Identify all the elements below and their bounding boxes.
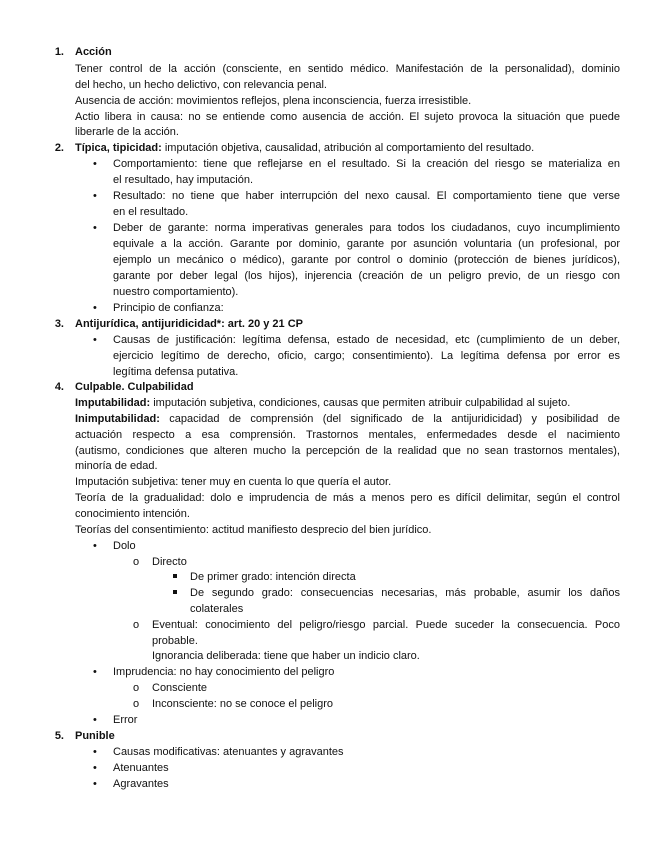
list-item: Directo	[152, 556, 187, 568]
section-title-culpable: Culpable. Culpabilidad	[75, 381, 194, 393]
paragraph-line: minoría de edad.	[75, 460, 158, 472]
list-item: Comportamiento: tiene que reflejarse en el resultado. Si la creación del riesgo se materializa en	[113, 158, 620, 170]
section-title-text: imputación objetiva, causalidad, atribución al comportamiento del resultado.	[161, 142, 535, 154]
list-item: Causas de justificación: legítima defensa, estado de necesidad, etc (cumplimiento de un deber,	[113, 334, 620, 346]
list-item: Agravantes	[113, 778, 169, 790]
section-number: 2.	[54, 142, 64, 154]
section-title-accion: Acción	[75, 46, 112, 58]
section-title-tipica	[75, 141, 534, 156]
section-number: 3.	[54, 318, 64, 330]
section-title-label: Típica, tipicidad:	[75, 142, 162, 154]
section-title-antijuridica: Antijurídica, antijuridicidad*: art. 20 y 21 CP	[75, 318, 304, 330]
paragraph-line: Actio libera in causa: no se entiende como ausencia de acción. El sujeto provoca la situación que puede	[75, 111, 620, 123]
paragraph-line: conocimiento intención.	[75, 508, 190, 520]
list-item: Eventual: conocimiento del peligro/riesgo parcial. Puede suceder la consecuencia. Poco	[152, 619, 620, 631]
list-item: De segundo grado: consecuencias necesarias, más probable, asumir los daños	[190, 587, 620, 599]
square-bullet-icon	[173, 574, 177, 578]
section-number: 1.	[54, 46, 64, 58]
list-item: en el resultado.	[113, 206, 189, 218]
term-text: capacidad de comprensión (del significado de la antijuridicidad) y posibilidad de	[159, 413, 620, 425]
list-item: garante por deber legal (los hijos), injerencia (creación de un peligro previo, de un riesgo con	[113, 270, 620, 282]
bullet-icon: •	[93, 190, 97, 202]
paragraph-line: Teoría de la gradualidad: dolo e imprudencia de más a menos pero es difícil delimitar, según el control	[75, 492, 620, 504]
paragraph-line: Imputación subjetiva: tener muy en cuenta lo que quería el autor.	[75, 476, 392, 488]
term-label: Inimputabilidad:	[75, 413, 160, 425]
list-item: De primer grado: intención directa	[190, 571, 356, 583]
list-item: Principio de confianza:	[113, 302, 224, 314]
list-item: ejercicio legítimo de derecho, oficio, cargo; consentimiento). La legítima defensa por error es	[113, 350, 620, 362]
list-item: Consciente	[152, 682, 208, 694]
paragraph-line: Ausencia de acción: movimientos reflejos, plena inconsciencia, fuerza irresistible.	[75, 95, 472, 107]
list-item: Error	[113, 714, 138, 726]
list-item: Ignorancia deliberada: tiene que haber un indicio claro.	[152, 650, 420, 662]
section-number: 5.	[54, 730, 64, 742]
bullet-icon: •	[93, 540, 97, 552]
paragraph-line	[75, 396, 570, 411]
list-item: el resultado, hay imputación.	[113, 174, 254, 186]
paragraph-line	[75, 412, 620, 427]
list-item: equivale a la acción. Garante por dominio, garante por asunción voluntaria (un profesional, por	[113, 238, 620, 250]
circle-bullet-icon: o	[133, 619, 140, 631]
list-item: Causas modificativas: atenuantes y agravantes	[113, 746, 344, 758]
list-item: Inconsciente: no se conoce el peligro	[152, 698, 334, 710]
paragraph-line: (autismo, condiciones que alteren mucho la percepción de la realidad que no sean trastornos mentales),	[75, 445, 620, 457]
bullet-icon: •	[93, 778, 97, 790]
bullet-icon: •	[93, 334, 97, 346]
bullet-icon: •	[93, 222, 97, 234]
list-item: Imprudencia: no hay conocimiento del peligro	[113, 666, 335, 678]
list-item: probable.	[152, 635, 198, 647]
circle-bullet-icon: o	[133, 698, 140, 710]
list-item: legítima defensa putativa.	[113, 366, 239, 378]
bullet-icon: •	[93, 158, 97, 170]
list-item: Atenuantes	[113, 762, 169, 774]
bullet-icon: •	[93, 302, 97, 314]
circle-bullet-icon: o	[133, 556, 140, 568]
section-title-punible: Punible	[75, 730, 115, 742]
paragraph-line: liberarle de la acción.	[75, 126, 179, 138]
term-label: Imputabilidad:	[75, 397, 151, 409]
term-text: imputación subjetiva, condiciones, causas que permiten atribuir culpabilidad al sujeto.	[150, 397, 571, 409]
paragraph-line: Teorías del consentimiento: actitud manifiesto desprecio del bien jurídico.	[75, 524, 432, 536]
paragraph-line: del hecho, un hecho delictivo, con relevancia penal.	[75, 79, 327, 91]
list-item: nuestro comportamiento).	[113, 286, 239, 298]
list-item: Resultado: no tiene que haber interrupción del nexo causal. El comportamiento tiene que verse	[113, 190, 620, 202]
list-item: colaterales	[190, 603, 244, 615]
bullet-icon: •	[93, 666, 97, 678]
paragraph-line: Tener control de la acción (consciente, en sentido médico. Manifestación de la personalidad), dominio	[75, 63, 620, 75]
list-item: ejemplo un mecánico o médico), garante por control o dominio (protección de bienes jurídicos),	[113, 254, 620, 266]
square-bullet-icon	[173, 590, 177, 594]
bullet-icon: •	[93, 762, 97, 774]
paragraph-line: actuación respecto a esa comprensión. Trastornos mentales, enfermedades desde el nacimiento	[75, 429, 620, 441]
list-item: Dolo	[113, 540, 136, 552]
bullet-icon: •	[93, 714, 97, 726]
section-number: 4.	[54, 381, 64, 393]
circle-bullet-icon: o	[133, 682, 140, 694]
list-item: Deber de garante: norma imperativas generales para todos los ciudadanos, cuyo incumplimiento	[113, 222, 620, 234]
bullet-icon: •	[93, 746, 97, 758]
